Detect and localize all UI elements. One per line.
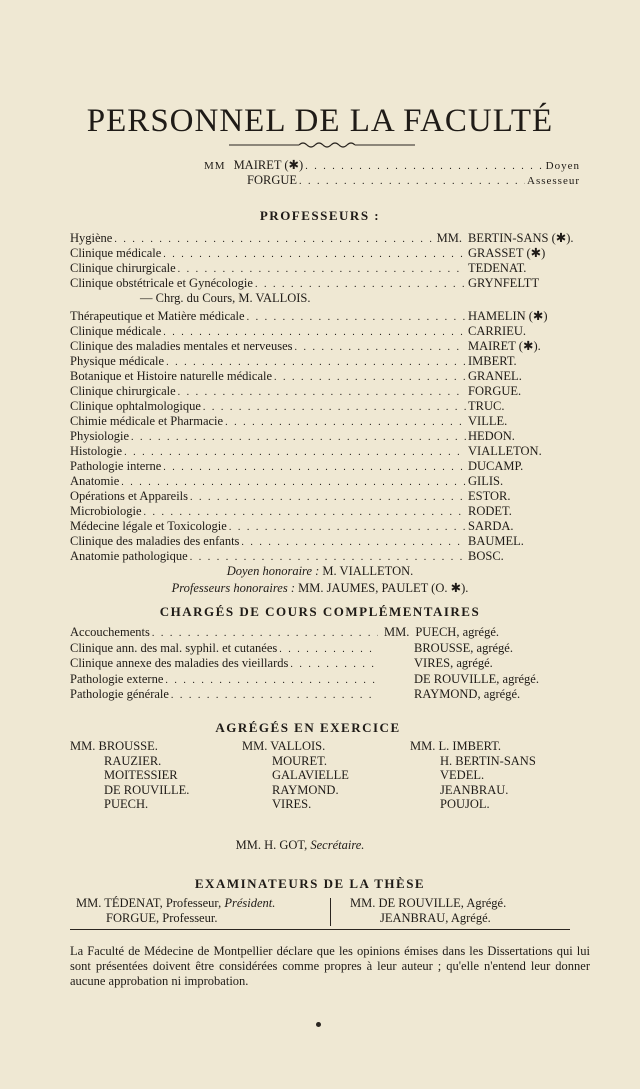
charges-mm: MM. bbox=[384, 625, 410, 639]
professeur-name: CARRIEU. bbox=[468, 324, 526, 338]
officer-row bbox=[204, 158, 580, 174]
professeur-name: GRYNFELTT bbox=[468, 276, 540, 290]
professeur-name: ESTOR. bbox=[468, 489, 511, 503]
professeurs-honoraires bbox=[0, 580, 640, 596]
charge-course: Accouchements bbox=[70, 625, 150, 639]
professeur-name: VIALLETON. bbox=[468, 444, 542, 458]
officer-name: MAIRET (✱) bbox=[233, 158, 304, 172]
professeur-name: GRASSET (✱) bbox=[468, 246, 546, 260]
leader-dots bbox=[144, 505, 466, 520]
agrege-name: VEDEL. bbox=[440, 768, 485, 782]
charge-course: Clinique ann. des mal. syphil. et cutanées bbox=[70, 640, 278, 655]
examinateurs-left bbox=[76, 896, 275, 925]
leader-dots bbox=[295, 340, 466, 355]
charge-person: BROUSSE, agrégé. bbox=[414, 640, 513, 655]
agrege-name: MOURET. bbox=[272, 753, 327, 768]
professeur-chair: Thérapeutique et Matière médicale bbox=[70, 309, 245, 323]
page-title: PERSONNEL DE LA FACULTÉ bbox=[86, 103, 554, 139]
leader-dots bbox=[190, 550, 466, 565]
professeur-name: DUCAMP. bbox=[468, 459, 524, 473]
leader-dots bbox=[305, 159, 543, 174]
charge-name bbox=[384, 625, 499, 640]
leader-dots bbox=[131, 430, 466, 445]
professeur-row bbox=[70, 519, 580, 535]
agrege-name: MM. BROUSSE. bbox=[70, 739, 158, 753]
leader-dots bbox=[163, 325, 466, 340]
professeur-name: GRANEL. bbox=[468, 369, 522, 383]
agrege-name: VIRES. bbox=[272, 797, 312, 811]
leader-dots bbox=[121, 475, 466, 490]
agrege-name: MM. L. IMBERT. bbox=[410, 739, 502, 753]
leader-dots bbox=[165, 673, 378, 688]
agrege-name: RAUZIER. bbox=[104, 753, 162, 768]
professeur-row bbox=[70, 339, 580, 355]
professeur-name: BERTIN-SANS (✱). bbox=[468, 231, 574, 245]
charge-row bbox=[70, 672, 380, 688]
charge-person: VIRES, agrégé. bbox=[414, 656, 493, 670]
agrege-name: POUJOL. bbox=[440, 797, 490, 811]
professeur-chair: Clinique médicale bbox=[70, 246, 162, 260]
charge-row bbox=[70, 687, 380, 703]
professeur-row bbox=[70, 444, 580, 460]
examinateur-name: FORGUE, Professeur. bbox=[106, 910, 218, 925]
leader-dots bbox=[171, 688, 378, 703]
agrege-name: RAYMOND. bbox=[272, 782, 339, 797]
professeur-row bbox=[70, 324, 580, 340]
professeur-row bbox=[70, 276, 580, 292]
officer-name: FORGUE bbox=[247, 173, 298, 187]
professeur-chair: Anatomie pathologique bbox=[70, 549, 188, 563]
professeur-name: SARDA. bbox=[468, 519, 514, 533]
professeur-row bbox=[70, 231, 580, 247]
professeur-chair: Clinique obstétricale et Gynécologie bbox=[70, 276, 253, 290]
leader-dots bbox=[225, 415, 466, 430]
secretaire-name: MM. H. GOT, bbox=[235, 838, 308, 852]
examinateur-entry bbox=[76, 911, 275, 926]
charge-person: DE ROUVILLE, agrégé. bbox=[414, 671, 539, 686]
prof-honoraires-label: Professeurs honoraires : bbox=[171, 581, 296, 595]
doyen-honoraire bbox=[0, 564, 640, 579]
charge-name bbox=[414, 656, 493, 671]
officer-role: Doyen bbox=[545, 160, 580, 172]
professeur-row bbox=[70, 309, 580, 325]
professeur-chair: Clinique ophtalmologique bbox=[70, 399, 201, 413]
agrege-name: MOITESSIER bbox=[104, 768, 178, 782]
professeur-chair: Clinique des maladies mentales et nerveuses bbox=[70, 339, 293, 353]
professeur-row bbox=[70, 384, 580, 400]
officer-role: Assesseur bbox=[527, 175, 580, 187]
leader-dots bbox=[229, 520, 466, 535]
leader-dots bbox=[166, 355, 466, 370]
dot-mark bbox=[316, 1022, 321, 1027]
professeur-row bbox=[70, 459, 580, 475]
leader-dots bbox=[290, 657, 378, 672]
secretaire-role: Secrétaire. bbox=[310, 838, 365, 852]
doyen-honoraire-label: Doyen honoraire : bbox=[226, 564, 320, 578]
professeur-chair: Clinique des maladies des enfants bbox=[70, 534, 240, 548]
professeur-name: HAMELIN (✱) bbox=[468, 309, 548, 323]
professeur-name: MAIRET (✱). bbox=[468, 339, 541, 353]
charge-name bbox=[414, 687, 520, 702]
professeur-name: GILIS. bbox=[468, 474, 504, 488]
ornament-divider bbox=[229, 141, 415, 149]
column-divider bbox=[330, 898, 331, 926]
professeur-row bbox=[70, 399, 580, 415]
leader-dots bbox=[178, 262, 466, 277]
professeur-chair: Clinique chirurgicale bbox=[70, 261, 176, 275]
charge-course: Pathologie externe bbox=[70, 671, 164, 686]
professeur-row bbox=[70, 489, 580, 505]
professeur-row bbox=[70, 369, 580, 385]
charge-name bbox=[414, 672, 539, 687]
professeur-row bbox=[70, 261, 580, 277]
agrege-name: JEANBRAU. bbox=[440, 782, 509, 797]
agrege-name: PUECH. bbox=[104, 797, 149, 811]
professeur-chair: Histologie bbox=[70, 444, 123, 458]
prof-honoraires-names: MM. JAUMES, PAULET (O. ✱). bbox=[298, 581, 469, 595]
agreges-column-2 bbox=[242, 739, 349, 812]
officer-row bbox=[247, 173, 580, 189]
professeur-row bbox=[90, 291, 580, 306]
charges-heading: CHARGÉS DE COURS COMPLÉMENTAIRES bbox=[159, 604, 481, 619]
charge-person: RAYMOND, agrégé. bbox=[414, 687, 521, 701]
professeur-chair: Botanique et Histoire naturelle médicale bbox=[70, 369, 273, 383]
charge-course: Pathologie générale bbox=[70, 687, 169, 701]
charge-name bbox=[414, 641, 513, 656]
leader-dots bbox=[299, 174, 525, 189]
professeur-row bbox=[70, 474, 580, 490]
professeurs-heading: PROFESSEURS : bbox=[259, 208, 381, 223]
examinateurs-heading: EXAMINATEURS DE LA THÈSE bbox=[194, 876, 426, 891]
charge-row bbox=[70, 625, 380, 641]
leader-dots bbox=[163, 460, 466, 475]
professeur-chair: Clinique chirurgicale bbox=[70, 384, 176, 398]
professeur-chair: Opérations et Appareils bbox=[70, 489, 189, 503]
agreges-column-1 bbox=[70, 739, 189, 812]
leader-dots bbox=[241, 535, 466, 550]
leader-dots bbox=[124, 445, 466, 460]
leader-dots bbox=[274, 370, 466, 385]
professeur-name: IMBERT. bbox=[468, 354, 517, 368]
professeur-name: HEDON. bbox=[468, 429, 515, 443]
professeur-chair: Pathologie interne bbox=[70, 459, 162, 473]
leader-dots bbox=[190, 490, 466, 505]
agreges-column-3 bbox=[410, 739, 536, 812]
charge-row bbox=[70, 656, 380, 672]
professeur-name: FORGUE. bbox=[468, 384, 522, 398]
professeur-chair: Hygiène bbox=[70, 231, 113, 245]
professeur-row bbox=[70, 354, 580, 370]
professeur-row bbox=[70, 534, 580, 550]
examinateur-name: JEANBRAU, Agrégé. bbox=[380, 910, 491, 925]
professeur-chair: Physique médicale bbox=[70, 354, 165, 368]
professeur-row bbox=[70, 549, 580, 565]
agrege-name: MM. VALLOIS. bbox=[242, 739, 326, 753]
leader-dots bbox=[114, 232, 434, 247]
examinateurs-right bbox=[350, 896, 506, 925]
professeur-chair: Clinique médicale bbox=[70, 324, 162, 338]
leader-dots bbox=[163, 247, 466, 262]
professeur-name: BAUMEL. bbox=[468, 534, 524, 548]
officer-mm: MM bbox=[204, 160, 226, 172]
charge-course: Clinique annexe des maladies des vieillards bbox=[70, 656, 289, 670]
doyen-honoraire-name: M. VIALLETON. bbox=[322, 564, 414, 578]
examinateur-role: Président. bbox=[224, 896, 276, 910]
agrege-name: DE ROUVILLE. bbox=[104, 782, 190, 797]
professeur-name: RODET. bbox=[468, 504, 512, 518]
professeur-chair-note: — Chrg. du Cours, M. VALLOIS. bbox=[140, 291, 311, 305]
leader-dots bbox=[255, 277, 466, 292]
leader-dots bbox=[178, 385, 466, 400]
professeur-row bbox=[70, 414, 580, 430]
professeur-name: VILLE. bbox=[468, 414, 508, 428]
examinateur-entry bbox=[76, 896, 275, 911]
charge-person: PUECH, agrégé. bbox=[415, 625, 500, 639]
professeur-name: BOSC. bbox=[468, 549, 504, 563]
professeur-name: TRUC. bbox=[468, 399, 505, 413]
examinateur-name: MM. DE ROUVILLE, Agrégé. bbox=[350, 896, 507, 910]
disclaimer-note: La Faculté de Médecine de Montpellier déclare que les opinions émises dans les Dissertations qui lui sont présentées doivent être considérées comme propres à leur auteur ; qu'elle n'entend leur donner aucune approbation ni improbation. bbox=[70, 944, 590, 988]
professeur-chair: Physiologie bbox=[70, 429, 130, 443]
leader-dots bbox=[203, 400, 466, 415]
professeur-chair: Médecine légale et Toxicologie bbox=[70, 519, 227, 533]
leader-dots bbox=[152, 626, 378, 641]
horizontal-rule bbox=[70, 929, 570, 930]
professeur-row bbox=[70, 246, 580, 262]
professeur-name: TEDENAT. bbox=[468, 261, 527, 275]
professeur-row bbox=[70, 429, 580, 445]
charge-row bbox=[70, 641, 380, 657]
agreges-heading: AGRÉGÉS EN EXERCICE bbox=[215, 720, 401, 735]
leader-dots bbox=[279, 642, 378, 657]
leader-dots bbox=[247, 310, 466, 325]
professeur-chair: Microbiologie bbox=[70, 504, 142, 518]
professeurs-mm: MM. bbox=[436, 231, 462, 245]
professeur-row bbox=[70, 504, 580, 520]
agrege-name: H. BERTIN-SANS bbox=[440, 753, 536, 768]
examinateur-name: MM. TÉDENAT, Professeur, bbox=[76, 896, 222, 910]
agrege-name: GALAVIELLE bbox=[272, 768, 349, 782]
professeur-chair: Anatomie bbox=[70, 474, 120, 488]
secretaire-line bbox=[0, 838, 620, 853]
professeur-chair: Chimie médicale et Pharmacie bbox=[70, 414, 224, 428]
